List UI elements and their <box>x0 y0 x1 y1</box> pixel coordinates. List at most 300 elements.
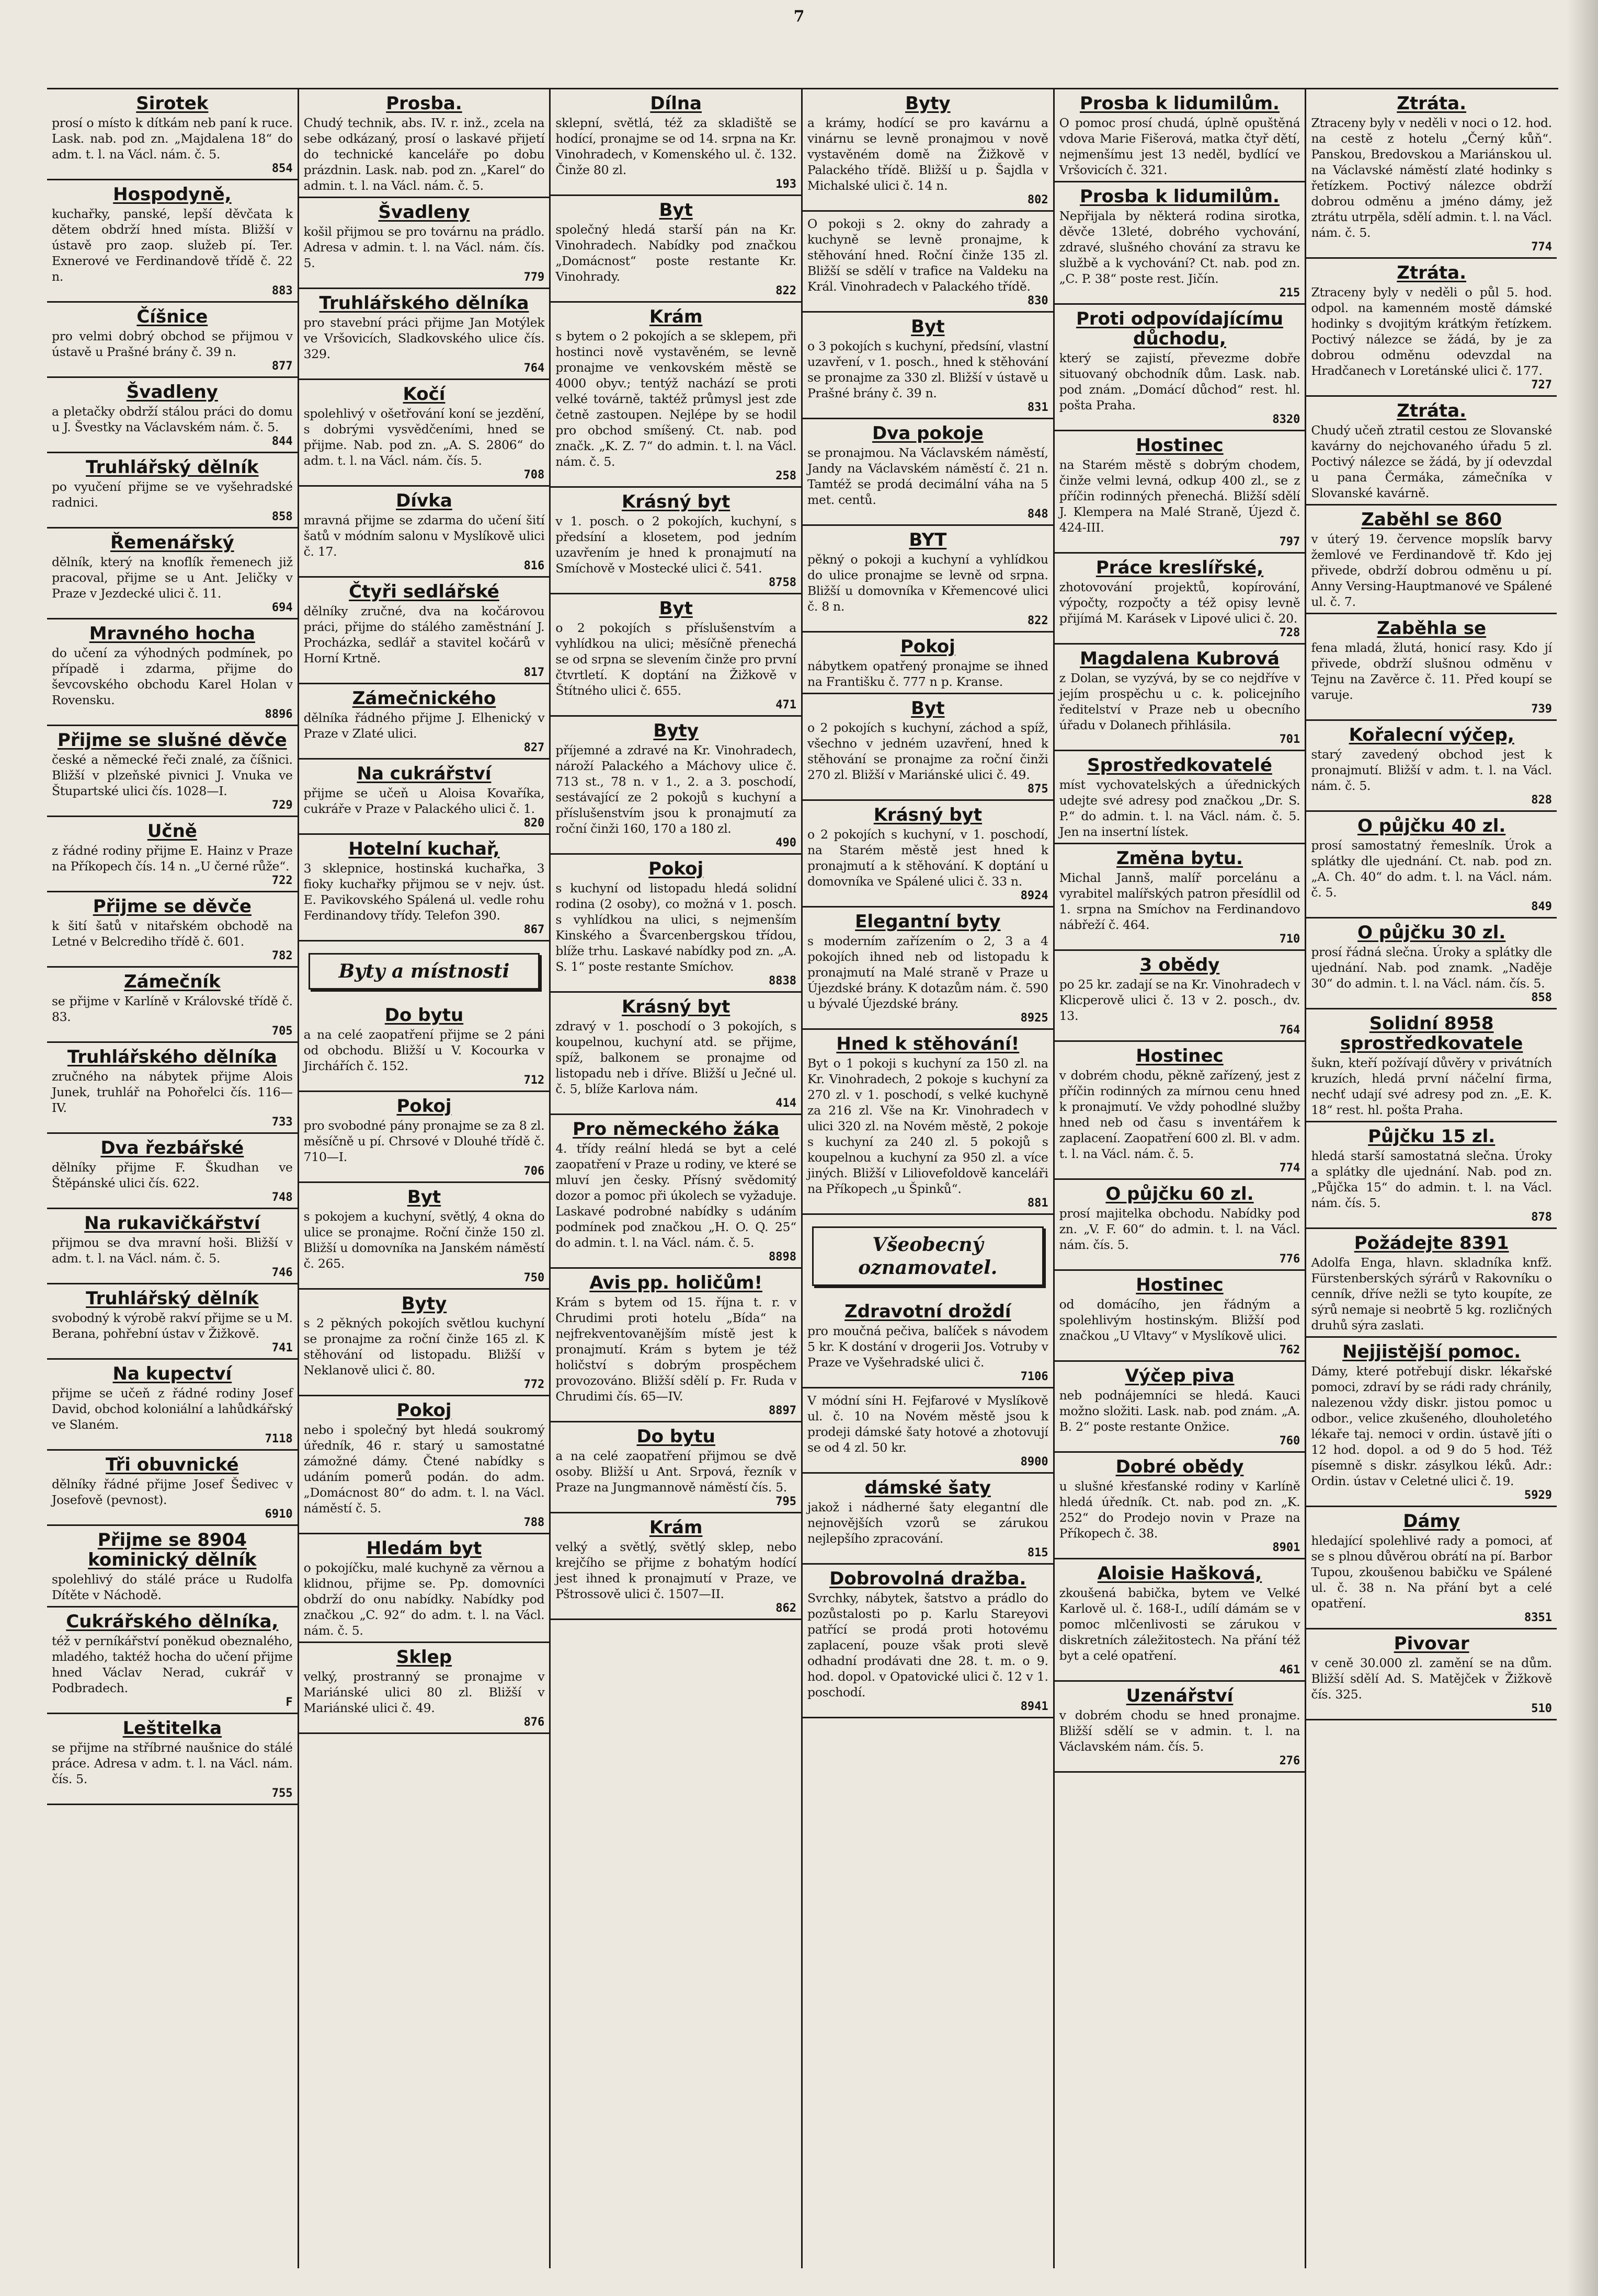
ad-reference-number: F <box>286 1696 293 1709</box>
ad-text: mravná přijme se zdarma do učení šití šatů v módním salonu v Myslíkově ulici č. 17. <box>303 513 545 559</box>
ad-headline: Hostinec <box>1136 1046 1224 1066</box>
ad-reference-number: 8901 <box>1272 1541 1300 1554</box>
ad-reference-number: 722 <box>271 874 293 887</box>
classified-ad <box>47 1608 298 1714</box>
ad-headline: O půjčku 30 zl. <box>1357 922 1506 943</box>
ad-reference-number: 772 <box>523 1378 545 1391</box>
classified-ad <box>1055 751 1305 844</box>
ad-reference-number: 774 <box>1279 1162 1300 1175</box>
ad-text: Nepřijala by některá rodina sirotka, děvče 13leté, dobrého vychování, zdravé, slušného chování za stravu ke službě a k vychování? Ct. nab. pod zn. „C. P. 38“ poste rest. Jičín. <box>1059 209 1300 286</box>
ad-headline: Zámečník <box>123 971 221 992</box>
classified-ad <box>803 313 1053 419</box>
ad-text: po 25 kr. zadají se na Kr. Vinohradech v Klicperově ulici č. 13 v 2. posch., dv. 13. <box>1059 977 1300 1023</box>
ad-reference-number: 8351 <box>1524 1611 1552 1624</box>
ad-text: a na celé zaopatření přijme se 2 páni od obchodu. Bližší u V. Kocourka v Jirchářích č. 152. <box>303 1027 545 1073</box>
ad-text: a na celé zaopatření přijmou se dvě osoby. Bližší u Ant. Srpová, řezník v Praze na Jungmannově náměstí čís. 5. <box>555 1449 796 1495</box>
ad-headline: Dívka <box>396 490 452 511</box>
ad-text: velký a světlý, světlý sklep, nebo krejčího se přijme z bohatým hodící jest ihned k pronajmutí v Praze, ve Pštrossově ulici č. 1507—II. <box>555 1540 796 1601</box>
ad-text: s moderním zařízením o 2, 3 a 4 pokojích ihned neb od listopadu k pronajmutí na Malé straně v Praze u Újezdské brány. K dotazům nám. č. 590 u bývalé Újezdské brány. <box>807 934 1048 1011</box>
ad-headline: Truhlářský dělník <box>86 457 259 478</box>
page-edge-shadow <box>1567 0 1598 2296</box>
ad-headline: Prosba k lidumilům. <box>1079 186 1280 207</box>
ad-text: společný hledá starší pán na Kr. Vinohradech. Nabídky pod značkou „Domácnost“ poste restante Kr. Vinohrady. <box>555 222 796 284</box>
ad-headline: Mravného hocha <box>89 623 255 644</box>
ad-text: nábytkem opatřený pronajme se ihned na Františku č. 777 n p. Kranse. <box>807 659 1048 689</box>
ad-reference-number: 797 <box>1279 535 1300 548</box>
classified-ad <box>551 993 801 1115</box>
ad-text: též v perníkářství poněkud obeznalého, mladého, taktéž hocha do učení přijme hned Václav Nerad, cukrář v Podbradech. <box>52 1634 293 1695</box>
ad-headline: Prosba k lidumilům. <box>1079 93 1280 114</box>
classified-ad <box>47 968 298 1043</box>
ad-text: Ztraceny byly v neděli v noci o 12. hod. na cestě z hotelu „Černý kůň“. Panskou, Bredovskou a Mariánskou ul. na Václavské náměstí zlaté hodinky s řetízkem. Poctivý nálezce obdrží dobrou odměnu a jméno dámy, jež ztrátu utrpěla, sdělí admin. t. l. na Václ. nám. č. 5. <box>1311 116 1552 240</box>
ad-reference-number: 815 <box>1027 1546 1048 1559</box>
ad-headline: Byty <box>905 93 951 114</box>
classified-ad <box>803 801 1053 908</box>
classified-ad <box>299 1183 550 1290</box>
ad-reference-number: 750 <box>523 1271 545 1284</box>
ad-headline: Zdravotní droždí <box>844 1301 1011 1322</box>
classified-ad <box>1306 1229 1557 1338</box>
ad-text: dělník, který na knoflík řemenech již pracoval, přijme se u Ant. Jeličky v Praze v Jezdecké ulici č. 11. <box>52 555 293 601</box>
ad-text: české a německé řeči znalé, za číšnici. Bližší v plzeňské pivnici J. Vnuka ve Štupartské ulici čís. 1028—I. <box>52 752 293 798</box>
classified-ad <box>47 378 298 453</box>
ad-reference-number: 755 <box>271 1787 293 1800</box>
ad-reference-number: 471 <box>775 698 796 711</box>
classified-ad <box>47 1360 298 1451</box>
ad-reference-number: 706 <box>523 1165 545 1178</box>
ad-text: a pletačky obdrží stálou práci do domu u J. Švestky na Václavském nám. č. 5. <box>52 404 293 434</box>
ad-reference-number: 461 <box>1279 1663 1300 1677</box>
classified-ad <box>299 684 550 760</box>
ad-text: neb podnájemníci se hledá. Kauci možno složiti. Lask. nab. pod znám. „A. B. 2“ poste restante Onžice. <box>1059 1388 1300 1434</box>
classified-ad <box>551 1513 801 1620</box>
classified-ad <box>299 380 550 487</box>
classified-ad <box>1306 1629 1557 1720</box>
ad-reference-number: 8838 <box>769 974 796 988</box>
classified-ad <box>47 453 298 529</box>
ad-reference-number: 875 <box>1027 783 1048 796</box>
ad-reference-number: 741 <box>271 1341 293 1354</box>
classified-ad <box>1055 1362 1305 1453</box>
ad-reference-number: 816 <box>523 559 545 572</box>
ad-text: Michal Jannš, malíř porcelánu a vyrabitel malířských patron přesídlil od 1. srpna na Smíchov na Ferdinandovo nábřeží č. 464. <box>1059 870 1300 932</box>
ad-reference-number: 193 <box>775 178 796 191</box>
ad-reference-number: 878 <box>1531 1211 1552 1224</box>
classified-ad <box>803 419 1053 526</box>
ad-reference-number: 733 <box>271 1116 293 1129</box>
classified-ad <box>47 619 298 726</box>
classified-ad <box>1055 1271 1305 1362</box>
ad-text: v 1. posch. o 2 pokojích, kuchyní, s předsíní a klosetem, pod jedním uzavřením je hned k pronajmutí na Smíchově v Mostecké ulici č. 541. <box>555 514 796 576</box>
ad-headline: Tři obuvnické <box>106 1454 239 1475</box>
classified-ad <box>1055 89 1305 182</box>
ad-headline: Byt <box>659 598 693 619</box>
classified-ad <box>803 633 1053 694</box>
ad-headline: Krásný byt <box>622 996 730 1017</box>
ad-text: dělníky zručné, dva na kočárovou práci, přijme do stálého zaměstnání J. Procházka, sedlář a stavitel kočárů v Horní Krtně. <box>303 604 545 665</box>
ad-text: přijmou se dva mravní hoši. Bližší v adm. t. l. na Václ. nám. č. 5. <box>52 1235 293 1266</box>
ad-reference-number: 858 <box>271 510 293 523</box>
ad-headline: Ztráta. <box>1397 262 1467 283</box>
ad-text: v dobrém chodu se hned pronajme. Bližší sdělí se v admin. t. l. na Václavském nám. čís. 5. <box>1059 1708 1300 1754</box>
ad-headline: Ztráta. <box>1397 400 1467 421</box>
ad-reference-number: 8925 <box>1020 1012 1048 1025</box>
ad-text: prosí majitelka obchodu. Nabídky pod zn. „V. F. 60“ do admin. t. l. na Václ. nám. čís. 5. <box>1059 1206 1300 1252</box>
ad-text: v úterý 19. července mopslík barvy žemlové ve Ferdinandově tř. Kdo jej přivede, obdrží dobrou odměnu u pí. Anny Versing-Hauptmanové ve Spálené ul. č. 7. <box>1311 532 1552 609</box>
ad-reference-number: 795 <box>775 1495 796 1508</box>
ad-reference-number: 828 <box>1531 794 1552 807</box>
ad-text: prosí o místo k dítkám neb paní k ruce. Lask. nab. pod zn. „Majdalena 18“ do adm. t. l. na Václ. nám. č. 5. <box>52 116 293 162</box>
ad-reference-number: 215 <box>1279 286 1300 300</box>
ad-headline: Dílna <box>650 93 702 114</box>
ad-text: se pronajmou. Na Václavském náměstí, Jandy na Václavském náměstí č. 21 n. Tamtéž se prodá decimální váha na 5 met. centů. <box>807 445 1048 507</box>
ad-text: prosí samostatný řemeslník. Úrok a splátky dle ujednání. Ct. nab. pod zn. „A. Ch. 40“ do adm. t. l. na Václ. nám. č. 5. <box>1311 838 1552 900</box>
ad-headline: Přijme se děvče <box>93 896 252 917</box>
classified-ad <box>803 1030 1053 1215</box>
ad-reference-number: 490 <box>775 836 796 849</box>
ad-headline: Byt <box>911 698 945 719</box>
ad-headline: Hledám byt <box>366 1538 482 1559</box>
classified-ad <box>1306 1507 1557 1629</box>
classified-ad <box>299 1396 550 1534</box>
ad-headline: Na cukrářství <box>357 763 492 784</box>
ad-headline: Truhlářský dělník <box>86 1288 259 1309</box>
ad-reference-number: 830 <box>1027 294 1048 307</box>
ad-text: u slušné křesťanské rodiny v Karlíně hledá úředník. Ct. nab. pod zn. „K. 252“ do Prodejo novin v Praze na Příkopech č. 38. <box>1059 1479 1300 1541</box>
ad-headline: Elegantní byty <box>855 911 1001 932</box>
column-5 <box>1055 89 1307 2268</box>
section-banner: Všeobecný oznamovatel. <box>812 1226 1044 1286</box>
ad-reference-number: 5929 <box>1524 1489 1552 1502</box>
classified-ad <box>803 1298 1053 1388</box>
classified-ad <box>47 1209 298 1284</box>
ad-headline: O půjčku 60 zl. <box>1105 1184 1254 1204</box>
ad-reference-number: 862 <box>775 1602 796 1615</box>
ad-headline: Do bytu <box>636 1426 715 1447</box>
ad-text: z Dolan, se vyzývá, by se co nejdříve v jejím prospěchu u c. k. policejního ředitelství v Praze neb u obecního úřadu v Dolanech přihlásila. <box>1059 671 1300 732</box>
ad-headline: Hostinec <box>1136 435 1224 456</box>
classified-ad <box>551 89 801 196</box>
classified-ad <box>47 726 298 817</box>
classified-ad <box>299 1092 550 1183</box>
classified-ad <box>299 89 550 198</box>
ad-headline: Avis pp. holičům! <box>589 1272 762 1293</box>
classified-ad <box>299 1643 550 1734</box>
ad-headline: Leštitelka <box>122 1718 222 1739</box>
ad-reference-number: 8941 <box>1020 1700 1048 1713</box>
classified-ad <box>803 212 1053 313</box>
ad-reference-number: 827 <box>523 741 545 754</box>
ad-reference-number: 694 <box>271 601 293 614</box>
classified-ad <box>1055 645 1305 751</box>
ad-headline: Dobrovolná dražba. <box>829 1568 1026 1589</box>
ad-text: pro stavební práci přijme Jan Motýlek ve Vršovicích, Sladkovského ulice čís. 329. <box>303 315 545 361</box>
ad-text: O pomoc prosí chudá, úplně opuštěná vdova Marie Fišerová, matka čtyř dětí, nejmenšímu jest 13 neděl, bydlící ve Vršovicích č. 321. <box>1059 116 1300 177</box>
ad-headline: Aloisie Hašková, <box>1097 1563 1262 1584</box>
ad-text: přijme se učeň z řádné rodiny Josef David, obchod koloniální a lahůdkářský ve Slaném. <box>52 1386 293 1432</box>
column-1 <box>47 89 299 2268</box>
ad-text: Dámy, které potřebují diskr. lékařské pomoci, zdraví by se rádi rady chránily, nalezenou vždy diskr. jistou pomoc u odbor., velice zkušeného, dlouholetého lékaře taj. nemoci v ordin. ústavě jíti o 12 hod. dopol. a od 9 do 5 hod. Též písemně s diskr. zásylkou léků. Adr.: Ordin. ústav v Celetné ulici č. 19. <box>1311 1364 1552 1488</box>
ad-headline: dámské šaty <box>864 1477 991 1498</box>
classified-ad <box>299 198 550 289</box>
ad-headline: Byt <box>407 1187 441 1208</box>
ad-reference-number: 276 <box>1279 1754 1300 1767</box>
ad-headline: Ztráta. <box>1397 93 1467 114</box>
ad-headline: Sklep <box>396 1647 452 1668</box>
ad-reference-number: 764 <box>523 362 545 375</box>
ad-headline: Hotelní kuchař, <box>348 839 500 859</box>
ad-headline: Řemenářský <box>110 532 234 553</box>
ad-text: zdravý v 1. poschodí o 3 pokojích, s koupelnou, kuchyní atd. se přijme, spíž, balkonem se pronajme od listopadu neb i dříve. Bližší u Ječné ul. č. 5, blíže Karlova nám. <box>555 1019 796 1096</box>
ad-headline: BYT <box>909 530 947 550</box>
ad-headline: Kořalecní výčep, <box>1349 725 1514 745</box>
classified-ad <box>299 835 550 942</box>
classified-ad <box>803 1388 1053 1474</box>
classified-ad <box>1055 182 1305 305</box>
ad-text: po vyučení přijme se ve vyšehradské radnici. <box>52 479 293 510</box>
classified-ad <box>1306 614 1557 721</box>
ad-text: spolehlivý do stálé práce u Rudolfa Dítěte v Náchodě. <box>52 1572 293 1602</box>
ad-reference-number: 7118 <box>265 1432 293 1445</box>
ad-reference-number: 854 <box>271 162 293 175</box>
classified-ad <box>1306 1122 1557 1229</box>
ad-text: z řádné rodiny přijme E. Hainz v Praze na Příkopech čís. 14 n. „U černé růže“. <box>52 843 293 874</box>
classified-ad <box>1306 506 1557 614</box>
classified-ad <box>1055 1559 1305 1682</box>
classified-ad <box>551 717 801 855</box>
classified-ad <box>47 1284 298 1360</box>
ad-text: pěkný o pokoji a kuchyní a vyhlídkou do ulice pronajme se levně od srpna. Bližší u domovníka v Křemencové ulici č. 8 n. <box>807 552 1048 614</box>
column-3 <box>551 89 803 2268</box>
classified-ad <box>551 1115 801 1269</box>
ad-text: přijme se učeň u Aloisa Kovaříka, cukráře v Praze v Palackého ulici č. 1. <box>303 786 545 816</box>
ad-text: od domácího, jen řádným a spolehlivým hostinským. Bližší pod značkou „U Vltavy“ v Myslíkově ulici. <box>1059 1297 1300 1343</box>
classified-ad <box>1306 919 1557 1009</box>
ad-text: pro moučná pečiva, balíček s návodem 5 kr. K dostání v drogerii Jos. Votruby v Praze ve Vyšehradské ulici č. <box>807 1324 1048 1370</box>
ad-headline: Sirotek <box>136 93 209 114</box>
classified-ad <box>551 303 801 488</box>
ad-headline: Hostinec <box>1136 1275 1224 1295</box>
ad-reference-number: 849 <box>1531 900 1552 913</box>
ad-headline: Byty <box>653 720 699 741</box>
classified-ad <box>47 1043 298 1134</box>
classified-ad <box>1055 1180 1305 1271</box>
ad-reference-number: 701 <box>1279 733 1300 746</box>
ad-reference-number: 712 <box>523 1074 545 1087</box>
ad-text: dělníky přijme F. Škudhan ve Štěpánské ulici čís. 622. <box>52 1160 293 1190</box>
ad-headline: Švadleny <box>378 202 470 223</box>
classified-ad <box>299 1534 550 1643</box>
ad-text: Svrchky, nábytek, šatstvo a prádlo do pozůstalosti po p. Karlu Stareyovi patřící se prodá proti hotovému zaplacení, pouze však proti slevě odhadní prodávati dne 28. t. m. o 9. hod. dopol. v Opatovické ulici č. 12 v 1. poschodí. <box>807 1591 1048 1700</box>
ad-reference-number: 881 <box>1027 1197 1048 1210</box>
ad-reference-number: 6910 <box>265 1508 293 1521</box>
classified-ad <box>1055 844 1305 951</box>
ad-reference-number: 788 <box>523 1516 545 1529</box>
ad-headline: Byty <box>401 1293 447 1314</box>
classified-ad <box>1306 1338 1557 1507</box>
ad-headline: Prosba. <box>386 93 462 114</box>
ad-headline: Dva řezbářské <box>100 1138 244 1158</box>
ad-reference-number: 858 <box>1531 991 1552 1004</box>
ad-headline: Čtyři sedlářské <box>349 581 499 602</box>
ad-headline: Krásný byt <box>622 491 730 512</box>
ad-text: zručného na nábytek přijme Alois Junek, truhlář na Pohořelci čís. 116—IV. <box>52 1069 293 1115</box>
classified-ad <box>1055 951 1305 1042</box>
ad-reference-number: 820 <box>523 817 545 830</box>
ad-headline: Magdalena Kubrová <box>1080 648 1280 669</box>
ad-headline: Dámy <box>1403 1511 1460 1532</box>
ad-reference-number: 776 <box>1279 1253 1300 1266</box>
ad-headline: Kočí <box>403 384 446 405</box>
ad-reference-number: 782 <box>271 949 293 962</box>
classified-ad <box>1306 812 1557 919</box>
ad-text: košil přijmou se pro továrnu na prádlo. Adresa v admin. t. l. na Václ. nám. čís. 5. <box>303 224 545 270</box>
classified-ad <box>299 578 550 684</box>
ad-reference-number: 867 <box>523 923 545 936</box>
ad-text: hledá starší samostatná slečna. Úroky a splátky dle ujednání. Nab. pod zn. „Půjčka 15“ do admin. t. l. na Václ. nám. čís. 5. <box>1311 1149 1552 1210</box>
ad-reference-number: 8897 <box>769 1404 796 1417</box>
ad-text: příjemné a zdravé na Kr. Vinohradech, nároží Palackého a Máchovy ulice č. 713 st., 78 n. v 1., 2. a 3. poschodí, sestávající ze 2 pokojů s kuchyní a příslušenstvím jsou k pronajmutí za roční činži 160, 170 a 180 zl. <box>555 743 796 836</box>
ad-headline: Přijme se slušné děvče <box>57 730 287 751</box>
classified-ad <box>1055 305 1305 431</box>
ad-headline: Na rukavičkářství <box>84 1213 260 1234</box>
ad-text: s kuchyní od listopadu hledá solidní rodina (2 osoby), co možná v 1. posch. s vyhlídkou na ulici, s nejmenším Kinského a Švarcenbergskou třídou, blíže trhu. Laskavé nabídky pod zn. „A. S. 1“ poste restante Smíchov. <box>555 881 796 974</box>
ad-text: se přijme na stříbrné naušnice do stálé práce. Adresa v adm. t. l. na Václ. nám. čís. 5. <box>52 1740 293 1786</box>
ad-headline: Proti odpovídajícímu důchodu, <box>1076 308 1283 349</box>
classified-ad <box>803 694 1053 801</box>
ad-text: Byt o 1 pokoji s kuchyní za 150 zl. na Kr. Vinohradech, 2 pokoje s kuchyní za 270 zl. v 1. poschodí, s velké kuchyně za 216 zl. Vše na Kr. Vinohradech v ulici 320 zl. na Novém městě, 2 pokoje s kuchyní za 240 zl. 5 pokojů s koupelnou a kuchyní za 950 zl. a více jiných. Bližší v Liliovefoldově kanceláři na Příkopech „u Špinků“. <box>807 1056 1048 1196</box>
classified-ad <box>1306 259 1557 397</box>
ad-headline: Nejjistější pomoc. <box>1342 1341 1521 1362</box>
ad-reference-number: 708 <box>523 468 545 481</box>
ad-headline: Krásný byt <box>873 805 982 825</box>
ad-reference-number: 258 <box>775 469 796 483</box>
ad-headline: Pokoj <box>396 1096 452 1117</box>
column-2 <box>299 89 551 2268</box>
ad-headline: O půjčku 40 zl. <box>1357 816 1506 836</box>
classified-ad <box>299 1001 550 1092</box>
ad-text: dělníka řádného přijme J. Elhenický v Praze v Zlaté ulici. <box>303 710 545 741</box>
ad-text: do učení za výhodných podmínek, po případě i zdarma, přijme do ševcovského obchodu Karel Holan v Rovensku. <box>52 646 293 707</box>
ad-text: 4. třídy reální hledá se byt a celé zaopatření v Praze u rodiny, ve které se mluví jen česky. Přísný svědomitý dozor a pomoc při úkolech se vyžaduje. Laskavé podrobné nabídky s udáním podmínek pod značkou „H. O. Q. 25“ do admin. t. l. na Václ. nám. č. 5. <box>555 1141 796 1250</box>
classified-ad <box>1055 1453 1305 1559</box>
ad-text: zhotovování projektů, kopírování, výpočty, rozpočty a též opisy levně přijímá M. Karásek v Lipové ulici č. 20. <box>1059 580 1300 626</box>
ad-reference-number: 7106 <box>1020 1370 1048 1383</box>
ad-reference-number: 727 <box>1531 378 1552 392</box>
ad-text: míst vychovatelských a úřednických udejte své adresy pod značkou „Dr. S. P.“ do admin. t. l. na Václ. nám. č. 5. Jen na insertní lístek. <box>1059 777 1300 839</box>
ad-text: o 2 pokojích s příslušenstvím a vyhlídkou na ulici; měsíčně přenechá se od srpna se slevením činže pro první čtvrtletí. K doptání na Žižkově v Štítného ulici č. 655. <box>555 621 796 698</box>
ad-headline: Sprostředkovatelé <box>1087 755 1272 776</box>
ad-headline: Učně <box>147 821 197 842</box>
ad-reference-number: 8900 <box>1020 1455 1048 1468</box>
ad-headline: Pokoj <box>900 636 955 657</box>
ad-text: starý zavedený obchod jest k pronajmutí. Bližší v adm. t. l. na Václ. nám. č. 5. <box>1311 747 1552 793</box>
ad-text: který se zajistí, převezme dobře situovaný obchodník dům. Lask. nab. pod znám. „Domácí důchod“ rest. hl. pošta Praha. <box>1059 351 1300 412</box>
ad-text: kuchařky, panské, lepší děvčata k dětem obdrží hned místa. Bližší v ústavě pro zaop. služeb pí. Ter. Exnerové ve Ferdinandově třídě č. 22 n. <box>52 206 293 284</box>
ad-reference-number: 8924 <box>1020 889 1048 902</box>
ad-text: na Starém městě s dobrým chodem, činže velmi levná, odkup 400 zl., se z příčin rodinných přenechá. Bližší sdělí J. Klempera na Malé Straně, Újezd č. 424-III. <box>1059 457 1300 535</box>
ad-text: s pokojem a kuchyní, světlý, 4 okna do ulice se pronajme. Roční činže 150 zl. Bližší u domovníka na Janském náměstí č. 265. <box>303 1209 545 1271</box>
ad-text: s 2 pěkných pokojích světlou kuchyní se pronajme za roční činže 165 zl. K stěhování od listopadu. Bližší v Neklanově ulici č. 80. <box>303 1316 545 1377</box>
classified-ad <box>1306 1009 1557 1122</box>
classified-ad <box>47 817 298 892</box>
ad-text: Krám s bytem od 15. října t. r. v Chrudimi proti hotelu „Bída“ na nejfrekventovanějším místě jest k pronajmutí. Krám s bytem je též holičství s dobrým prospěchem provozováno. Bližší sdělí p. Fr. Ruda v Chrudimi čís. 65—IV. <box>555 1295 796 1404</box>
ad-text: spolehlivý v ošetřování koní se jezdění, s dobrými vysvědčeními, hned se přijme. Nab. pod zn. „A. S. 2806“ do adm. t. l. na Václ. nám. čís. 5. <box>303 406 545 468</box>
ad-reference-number: 748 <box>271 1191 293 1204</box>
ad-reference-number: 762 <box>1279 1344 1300 1357</box>
ad-text: pro velmi dobrý obchod se přijmou v ústavě u Prašné brány č. 39 n. <box>52 329 293 359</box>
classified-ad <box>299 1290 550 1396</box>
classified-ad <box>299 487 550 578</box>
ad-text: O pokoji s 2. okny do zahrady a kuchyně se levně pronajme, k stěhování hned. Roční činže 135 zl. Bližší se sdělí v trafice na Valdeku na Král. Vinohradech v Palackého třídě. <box>807 216 1048 294</box>
ad-text: k šití šatů v nitařském obchodě na Letné v Belcrediho třídě č. 601. <box>52 919 293 949</box>
classified-ad <box>551 594 801 717</box>
classified-ad <box>551 488 801 594</box>
ad-headline: Práce kreslířské, <box>1095 557 1264 578</box>
ad-reference-number: 831 <box>1027 401 1048 414</box>
ad-reference-number: 822 <box>775 284 796 297</box>
ad-reference-number: 510 <box>1531 1702 1552 1715</box>
ad-headline: Zámečnického <box>352 688 496 709</box>
ad-reference-number: 760 <box>1279 1434 1300 1448</box>
classified-ad <box>47 892 298 968</box>
ad-reference-number: 705 <box>271 1025 293 1038</box>
ad-text: zkoušená babička, bytem ve Velké Karlově ul. č. 168-I., udílí dámám se v pomoc mlčenlivosti se zárukou v diskretních záležitostech. Na přání též byt a celé opatření. <box>1059 1586 1300 1663</box>
ad-headline: Pokoj <box>396 1400 452 1421</box>
ad-text: nebo i společný byt hledá soukromý úředník, 46 r. starý u samostatné zámožné dámy. Čtené nabídky s udáním pomerů podán. do adm. „Domácnost 80“ do adm. t. l. na Václ. náměstí č. 5. <box>303 1422 545 1516</box>
ad-reference-number: 8758 <box>769 576 796 589</box>
ad-text: fena mladá, žlutá, honicí rasy. Kdo jí přivede, obdrží slušnou odměnu v Tejnu na Zavěrce č. 11. Před koupí se varuje. <box>1311 640 1552 702</box>
ad-reference-number: 848 <box>1027 508 1048 521</box>
classified-ad <box>551 855 801 993</box>
classified-ad <box>47 180 298 303</box>
classified-ad <box>1055 1042 1305 1180</box>
classified-ad <box>551 1422 801 1513</box>
ad-reference-number: 8898 <box>769 1250 796 1264</box>
ad-headline: Půjčku 15 zl. <box>1368 1126 1496 1147</box>
classified-ad <box>47 1134 298 1209</box>
ad-text: s bytem o 2 pokojích a se sklepem, při hostinci nově vystavěném, se levně pronajme ve venkovském městě se 4000 obyv.; tentýž nachází se proti velké továrně, taktéž průmysl jest zde četně zastoupen. Nejlépe by se hodil pro obchod smíšený. Ct. nab. pod značk. „K. Z. 7“ do admin. t. l. na Václ. nám. č. 5. <box>555 329 796 469</box>
ad-headline: Zaběhla se <box>1377 618 1487 639</box>
classified-ad <box>1306 397 1557 506</box>
ad-reference-number: 822 <box>1027 614 1048 627</box>
ad-headline: Do bytu <box>384 1005 464 1026</box>
ad-text: prosí řádná slečna. Úroky a splátky dle ujednání. Nab. pod znamk. „Naděje 30“ do admin. t. l. na Václ. nám. čís. 5. <box>1311 945 1552 991</box>
ad-headline: Pivovar <box>1394 1633 1469 1654</box>
ad-headline: Krám <box>649 306 703 327</box>
ad-text: pro svobodné pány pronajme se za 8 zl. měsíčně u pí. Chrsové v Dlouhé třídě č. 710—I. <box>303 1118 545 1164</box>
ad-text: sklepní, světlá, též za skladiště se hodící, pronajme se od 14. srpna na Kr. Vinohradech, v Komenského ul. č. 132. Činže 80 zl. <box>555 116 796 177</box>
ad-reference-number: 876 <box>523 1716 545 1729</box>
classified-ad <box>1306 721 1557 812</box>
classified-ad <box>47 529 298 619</box>
classified-ad <box>1306 89 1557 259</box>
ad-headline: Dobré obědy <box>1115 1456 1244 1477</box>
ad-text: velký, prostranný se pronajme v Mariánské ulici 80 zl. Bližší v Mariánské ulici č. 49. <box>303 1669 545 1715</box>
classified-ad <box>803 1474 1053 1565</box>
classified-ad <box>47 303 298 378</box>
ad-headline: Pro německého žáka <box>573 1119 780 1140</box>
ad-text: jakož i nádherné šaty elegantní dle nejnovějších vzorů se zárukou nejlepšího zpracování. <box>807 1500 1048 1546</box>
ad-reference-number: 729 <box>271 799 293 812</box>
ad-text: dělníky řádné přijme Josef Šedivec v Josefově (pevnost). <box>52 1477 293 1507</box>
ad-reference-number: 817 <box>523 666 545 679</box>
column-6 <box>1306 89 1557 2268</box>
ad-text: o 2 pokojích s kuchyní, záchod a spíž, všechno v jedném uzavření, hned k stěhování se pronajme za roční činži 270 zl. Bližší v Mariánské ulici č. 49. <box>807 720 1048 782</box>
classified-ad <box>551 1269 801 1422</box>
ad-reference-number: 710 <box>1279 933 1300 946</box>
ad-text: v dobrém chodu, pěkně zařízený, jest z příčin rodinných za mírnou cenu hned k pronajmutí. Ve vždy pohodlné služby hned neb od času s inventářem k zaplacení. Zaopatření 600 zl. Bl. v adm. t. l. na Václ. nám. č. 5. <box>1059 1068 1300 1161</box>
